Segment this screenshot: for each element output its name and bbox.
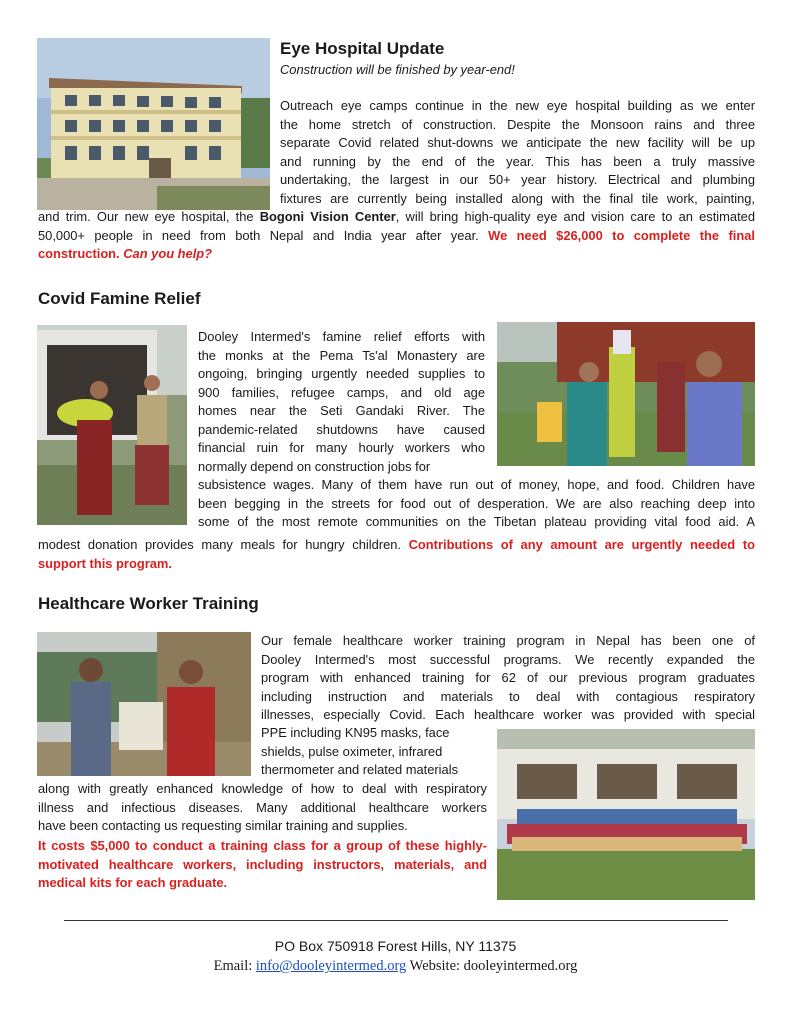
text-line: PPE including KN95 masks, face [261, 725, 450, 740]
text-line: the monks at the Pema Ts'al Monastery are [198, 347, 485, 363]
text-line: financial ruin for many hourly workers who [198, 440, 485, 455]
donation-appeal: motivated healthcare workers, including instructors, materials, and [38, 856, 487, 872]
text-line: undertaking, the largest in our 50+ year history. Electrical and plumbing [280, 172, 755, 187]
text-segment: modest donation provides many meals for hungry children. [38, 537, 409, 552]
supplies-handover-photo [37, 632, 251, 776]
text-line: 900 families, refugee camps, and old age [198, 384, 485, 400]
text-line: separate Covid related shut-downs we anticipate the new facility will be up [280, 135, 755, 150]
text-line [38, 227, 755, 246]
donation-appeal: support this program. [38, 555, 172, 571]
text-line: homes near the Seti Gandaki River. The [198, 403, 485, 418]
vision-center-name: Bogoni Vision Center [259, 209, 396, 224]
text-line: program with enhanced training for 62 of our previous program graduates [261, 670, 755, 685]
monks-relief-photo [37, 325, 187, 525]
text-line [38, 536, 755, 555]
famine-text [198, 328, 485, 476]
text-line: and running by the end of the year. This has been a truly massive [280, 153, 755, 169]
text-line: subsistence wages. Many of them have run out of money, hope, and food. Children have [198, 477, 755, 492]
text-line: some of the most remote communities on the Tibetan plateau providing vital food aid. A [198, 514, 755, 529]
text-line: along with greatly enhanced knowledge of how to deal with respiratory [38, 781, 487, 796]
famine-text-wide [38, 536, 755, 573]
eye-hospital-subtitle: Construction will be finished by year-end! [280, 62, 515, 77]
famine-text-mid [198, 476, 755, 532]
text-line: including instruction and materials to deal with contagious respiratory [261, 688, 755, 704]
text-segment: , will bring high-quality eye and vision care to an estimated [395, 209, 755, 224]
contact-line [0, 958, 791, 975]
eye-hospital-title: Eye Hospital Update [280, 39, 445, 58]
text-segment: and trim. Our new eye hospital, the [38, 209, 260, 224]
text-line: fixtures are currently being installed along with the final tile work, painting, [280, 190, 755, 206]
email-label: Email: [213, 958, 256, 974]
text-line: thermometer and related materials [261, 762, 459, 777]
training-graduates-photo [497, 729, 755, 900]
text-line: Our female healthcare worker training program in Nepal has been one of [261, 633, 755, 648]
text-line: the home stretch of construction. Despite the Monsoon rains and three [280, 116, 755, 132]
footer-divider [64, 920, 728, 921]
mailing-address: PO Box 750918 Forest Hills, NY 11375 [274, 938, 517, 954]
food-distribution-photo [497, 322, 755, 466]
famine-title: Covid Famine Relief [38, 289, 201, 308]
donation-appeal: We need $26,000 to complete the final [488, 227, 755, 243]
training-appeal [38, 837, 487, 893]
eye-hospital-text-wide [38, 208, 755, 264]
text-segment: 50,000+ people in need from both Nepal and India year after year. [38, 227, 489, 243]
training-text [261, 632, 755, 725]
text-line: normally depend on construction jobs for [198, 458, 431, 474]
donation-appeal: construction. [38, 246, 124, 261]
text-line [38, 208, 755, 227]
text-line [38, 245, 755, 264]
website-text: Website: dooleyintermed.org [406, 958, 578, 974]
text-line: Dooley Intermed's most successful programs. We recently expanded the [261, 651, 755, 667]
text-line: Outreach eye camps continue in the new eye hospital building as we enter [280, 98, 755, 113]
text-line: have been contacting us requesting similar training and supplies. [38, 818, 408, 833]
donation-appeal: It costs $5,000 to conduct a training class for a group of these highly- [38, 838, 487, 853]
training-text-mid [38, 780, 487, 836]
donation-question: Can you help? [123, 246, 213, 261]
eye-hospital-text [280, 97, 755, 208]
text-line: shields, pulse oximeter, infrared [261, 743, 443, 759]
text-line: Dooley Intermed's famine relief efforts with [198, 329, 485, 344]
text-line: pandemic-related shutdowns have caused [198, 421, 485, 437]
text-line: illnesses, especially Covid. Each healthcare worker was provided with special [261, 707, 755, 722]
donation-appeal: medical kits for each graduate. [38, 875, 228, 890]
eye-hospital-photo [37, 38, 270, 210]
text-line: ongoing, bringing urgently needed supplies to [198, 366, 485, 381]
training-text-short [261, 724, 487, 780]
training-title: Healthcare Worker Training [38, 594, 259, 613]
email-link[interactable]: info@dooleyintermed.org [255, 958, 407, 974]
donation-appeal: Contributions of any amount are urgently needed to [408, 537, 755, 552]
text-line: illness and infectious diseases. Many additional healthcare workers [38, 799, 487, 815]
text-line: been begging in the streets for food out of desperation. We are also reaching deep into [198, 495, 755, 511]
